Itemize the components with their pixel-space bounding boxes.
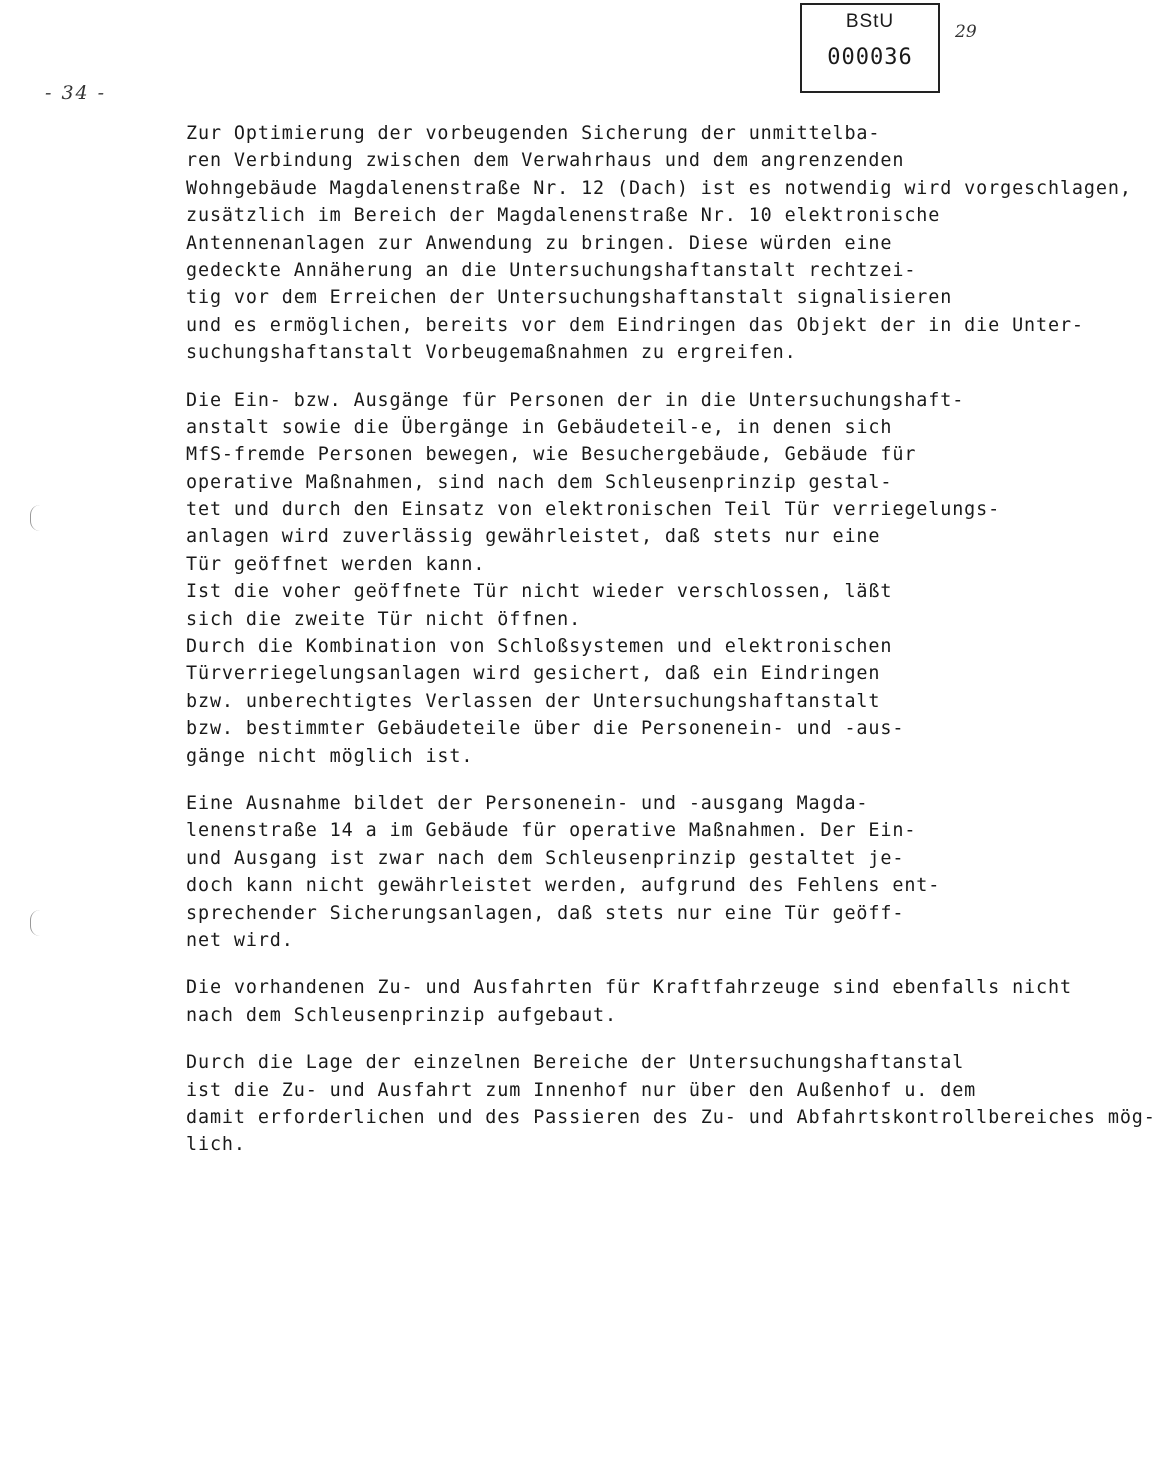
- text-line: Durch die Kombination von Schloßsystemen und elektronischen: [186, 636, 893, 658]
- text-line: Türverriegelungsanlagen wird gesichert, daß ein Eindringen: [186, 663, 881, 685]
- text-line: Tür geöffnet werden kann.: [186, 553, 486, 575]
- text-line: gedeckte Annäherung an die Untersuchungshaftanstalt rechtzei-: [186, 259, 917, 281]
- paragraph-gap: [186, 1029, 1001, 1049]
- text-line: nach dem Schleusenprinzip aufgebaut.: [186, 1004, 617, 1026]
- archive-stamp: [800, 3, 940, 93]
- text-line: bzw. bestimmter Gebäudeteile über die Personenein- und -aus-: [186, 718, 905, 740]
- paragraph-gap: [186, 770, 1001, 790]
- text-line: zusätzlich im Bereich der Magdalenenstraße Nr. 10 elektronische: [186, 205, 941, 227]
- punch-hole-mark: [30, 505, 45, 531]
- text-line: tet und durch den Einsatz von elektronischen Teil Tür verriegelungs-: [186, 499, 1001, 521]
- text-line: sich die zweite Tür nicht öffnen.: [186, 608, 582, 630]
- text-line: anlagen wird zuverlässig gewährleistet, daß stets nur eine: [186, 526, 881, 548]
- text-line: und es ermöglichen, bereits vor dem Eindringen das Objekt der in die Unter-: [186, 314, 1084, 336]
- paragraph-gap: [186, 954, 1001, 974]
- handwritten-page-number: 29: [955, 22, 977, 42]
- text-line: suchungshaftanstalt Vorbeugemaßnahmen zu ergreifen.: [186, 342, 797, 364]
- text-line: Durch die Lage der einzelnen Bereiche der Untersuchungshaftanstal: [186, 1052, 965, 1074]
- text-line: Die vorhandenen Zu- und Ausfahrten für Kraftfahrzeuge sind ebenfalls nicht: [186, 977, 1072, 999]
- text-line: ren Verbindung zwischen dem Verwahrhaus und dem angrenzenden: [186, 150, 905, 172]
- text-line: ist die Zu- und Ausfahrt zum Innenhof nur über den Außenhof u. dem: [186, 1079, 977, 1101]
- typed-page-number: - 34 -: [45, 82, 107, 104]
- text-line: Zur Optimierung der vorbeugenden Sicherung der unmittelba-: [186, 123, 881, 144]
- text-line: anstalt sowie die Übergänge in Gebäudeteil-e, in denen sich: [186, 416, 893, 438]
- text-line: bzw. unberechtigtes Verlassen der Untersuchungshaftanstalt: [186, 690, 881, 712]
- text-line: tig vor dem Erreichen der Untersuchungshaftanstalt signalisieren: [186, 287, 953, 309]
- text-line: net wird.: [186, 929, 294, 951]
- punch-hole-mark: [30, 910, 45, 936]
- text-line: damit erforderlichen und des Passieren des Zu- und Abfahrtskontrollbereiches mög-: [186, 1106, 1156, 1128]
- text-line: doch kann nicht gewährleistet werden, aufgrund des Fehlens ent-: [186, 875, 941, 897]
- text-line: Eine Ausnahme bildet der Personenein- und -ausgang Magda-: [186, 792, 869, 814]
- stamp-number: 000036: [827, 45, 913, 70]
- text-line: Die Ein- bzw. Ausgänge für Personen der in die Untersuchungshaft-: [186, 389, 965, 411]
- paragraph-gap: [186, 367, 1001, 387]
- text-line: operative Maßnahmen, sind nach dem Schleusenprinzip gestal-: [186, 471, 893, 493]
- stamp-agency: BStU: [845, 11, 895, 32]
- text-line: sprechender Sicherungsanlagen, daß stets nur eine Tür geöff-: [186, 902, 905, 924]
- text-line: Wohngebäude Magdalenenstraße Nr. 12 (Dach) ist es notwendig wird vorgeschlagen,: [186, 177, 1132, 199]
- text-line: Ist die voher geöffnete Tür nicht wieder verschlossen, läßt: [186, 581, 893, 603]
- text-line: lich.: [186, 1134, 246, 1156]
- text-line: und Ausgang ist zwar nach dem Schleusenprinzip gestaltet je-: [186, 847, 905, 869]
- text-line: Antennenanlagen zur Anwendung zu bringen. Diese würden eine: [186, 232, 893, 254]
- text-line: lenenstraße 14 a im Gebäude für operative Maßnahmen. Der Ein-: [186, 820, 917, 842]
- document-body: [186, 120, 1156, 1159]
- text-line: MfS-fremde Personen bewegen, wie Besuchergebäude, Gebäude für: [186, 444, 917, 466]
- text-line: gänge nicht möglich ist.: [186, 745, 474, 767]
